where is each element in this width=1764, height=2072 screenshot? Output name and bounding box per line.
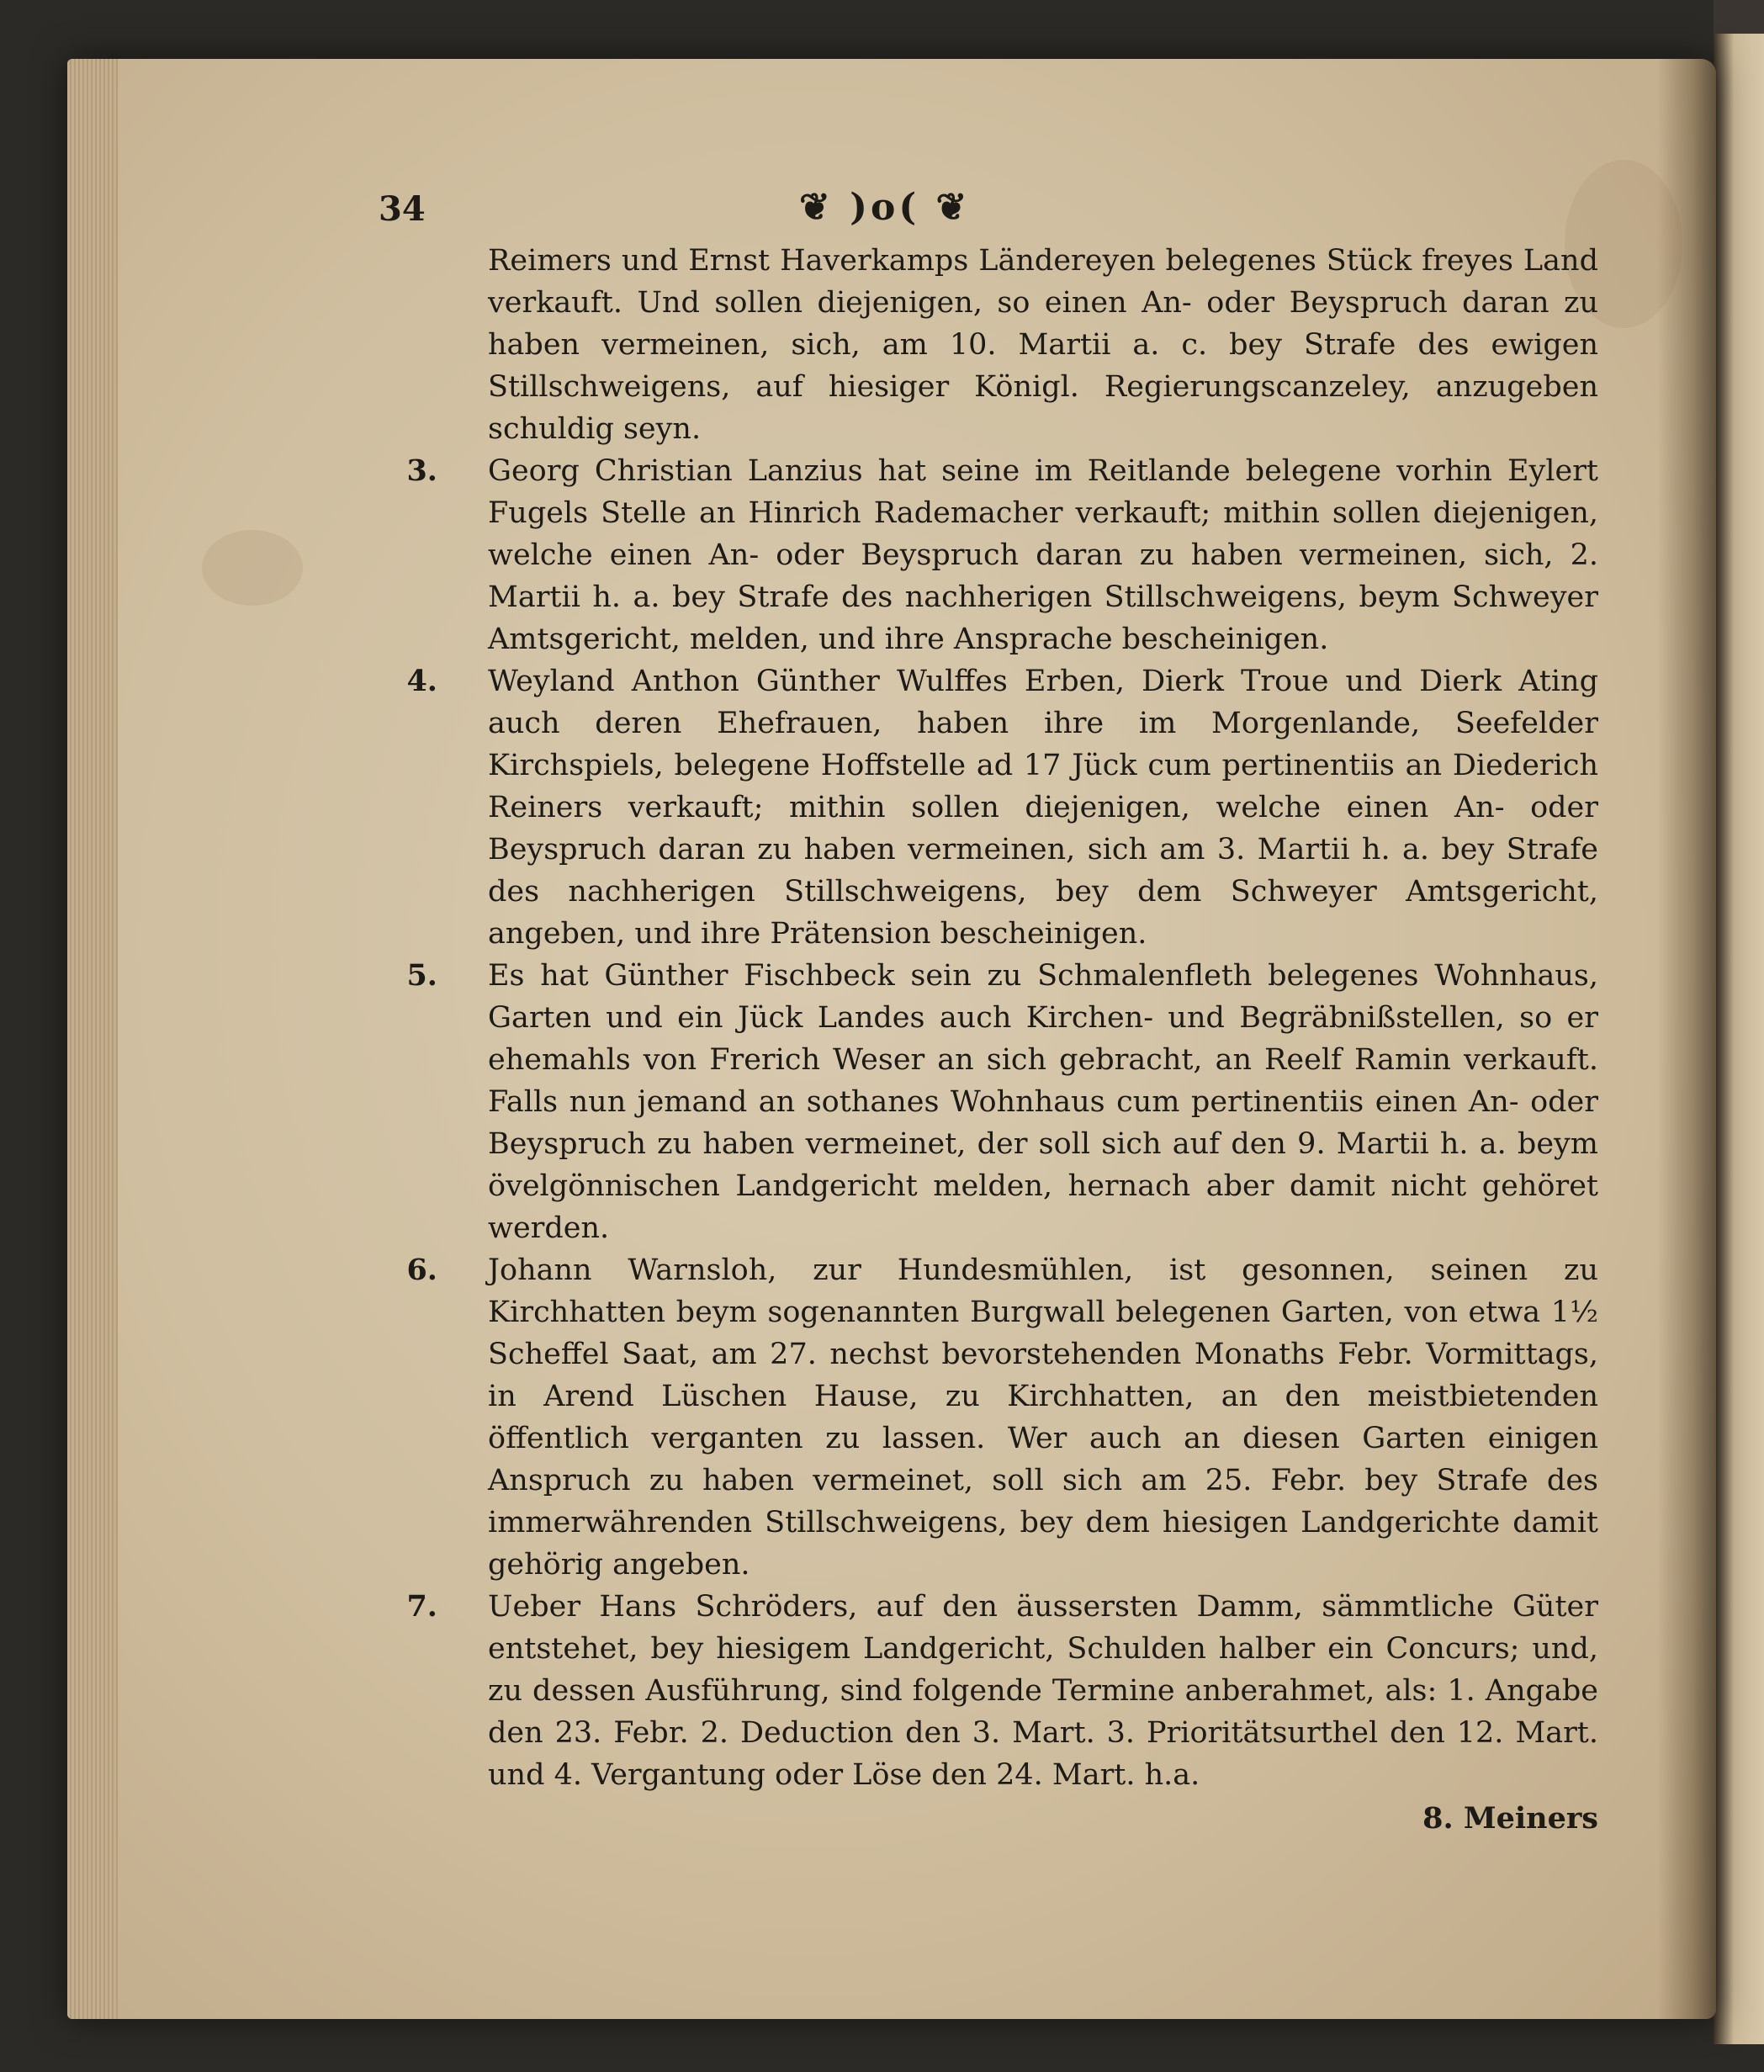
notice-entry-5 bbox=[406, 955, 1598, 1249]
notice-entry-4 bbox=[406, 660, 1598, 955]
entry-text: Ueber Hans Schröders, auf den äussersten Damm, sämmtliche Güter entstehet, bey hiesigem Landgericht, Schulden halber ein Concurs; und, zu dessen Ausführung, sind folgende Termine anberahmet, als: 1. Angabe den 23. Febr. 2. Deduction den 3. Mart. 3. Prioritätsurthel den 12. Mart. und 4. Vergantung oder Löse den 24. Mart. h.a. bbox=[488, 1590, 1598, 1792]
notice-entry-6 bbox=[406, 1249, 1598, 1586]
page-number: 34 bbox=[379, 189, 426, 229]
entry-text: Weyland Anthon Günther Wulffes Erben, Dierk Troue und Dierk Ating auch deren Ehefrauen, haben ihre im Morgenlande, Seefelder Kirchspiels, belegene Hoffstelle ad 17 Jück cum pertinentiis an Diederich Reiners verkauft; mithin sollen diejenigen, welche einen An- oder Beyspruch daran zu haben vermeinen, sich am 3. Martii h. a. bey Strafe des nachherigen Stillschweigens, bey dem Schweyer Amtsgericht, angeben, und ihre Prätension bescheinigen. bbox=[488, 665, 1598, 951]
page-content bbox=[387, 240, 1598, 1840]
page-stack-edge bbox=[67, 59, 118, 2019]
entry-number: 3. bbox=[406, 453, 437, 488]
entry-number: 4. bbox=[406, 664, 437, 698]
continued-paragraph: Reimers und Ernst Haverkamps Ländereyen belegenes Stück freyes Land verkauft. Und sollen diejenigen, so einen An- oder Beyspruch daran zu haben vermeinen, sich, am 10. Martii a. c. bey Strafe des ewigen Stillschweigens, auf hiesiger Königl. Regierungscanzeley, anzugeben schuldig seyn. bbox=[488, 244, 1598, 446]
entry-text: Johann Warnsloh, zur Hundesmühlen, ist gesonnen, seinen zu Kirchhatten beym sogenannten Burgwall belegenen Garten, von etwa 1½ Scheffel Saat, am 27. nechst bevorstehenden Monaths Febr. Vormittags, in Arend Lüschen Hause, zu Kirchhatten, an den meistbietenden öffentlich verganten zu lassen. Wer auch an diesen Garten einigen Anspruch zu haben vermeinet, soll sich am 25. Febr. bey Strafe des immerwährenden Stillschweigens, bey dem hiesigen Landgerichte damit gehörig angeben. bbox=[488, 1253, 1598, 1582]
entry-number: 6. bbox=[406, 1253, 437, 1287]
paper-stain bbox=[202, 530, 303, 606]
entry-number: 7. bbox=[406, 1589, 437, 1624]
binding-gutter bbox=[1657, 59, 1716, 2019]
notice-entry-3 bbox=[406, 450, 1598, 660]
notice-entry-7 bbox=[406, 1586, 1598, 1796]
header-ornament: ❦ )o( ❦ bbox=[799, 186, 971, 229]
entry-number: 5. bbox=[406, 958, 437, 993]
catchword: 8. Meiners bbox=[1422, 1801, 1598, 1836]
facing-page-edge bbox=[1714, 34, 1764, 2044]
entry-text: Georg Christian Lanzius hat seine im Reitlande belegene vorhin Eylert Fugels Stelle an Hinrich Rademacher verkauft; mithin sollen diejenigen, welche einen An- oder Beyspruch daran zu haben vermeinen, sich, 2. Martii h. a. bey Strafe des nachherigen Stillschweigens, beym Schweyer Amtsgericht, melden, und ihre Ansprache bescheinigen. bbox=[488, 454, 1598, 656]
entry-text: Es hat Günther Fischbeck sein zu Schmalenfleth belegenes Wohnhaus, Garten und ein Jück Landes auch Kirchen- und Begräbnißstellen, so er ehemahls von Frerich Weser an sich gebracht, an Reelf Ramin verkauft. Falls nun jemand an sothanes Wohnhaus cum pertinentiis einen An- oder Beyspruch zu haben vermeinet, der soll sich auf den 9. Martii h. a. beym övelgönnischen Landgericht melden, hernach aber damit nicht gehöret werden. bbox=[488, 959, 1598, 1245]
